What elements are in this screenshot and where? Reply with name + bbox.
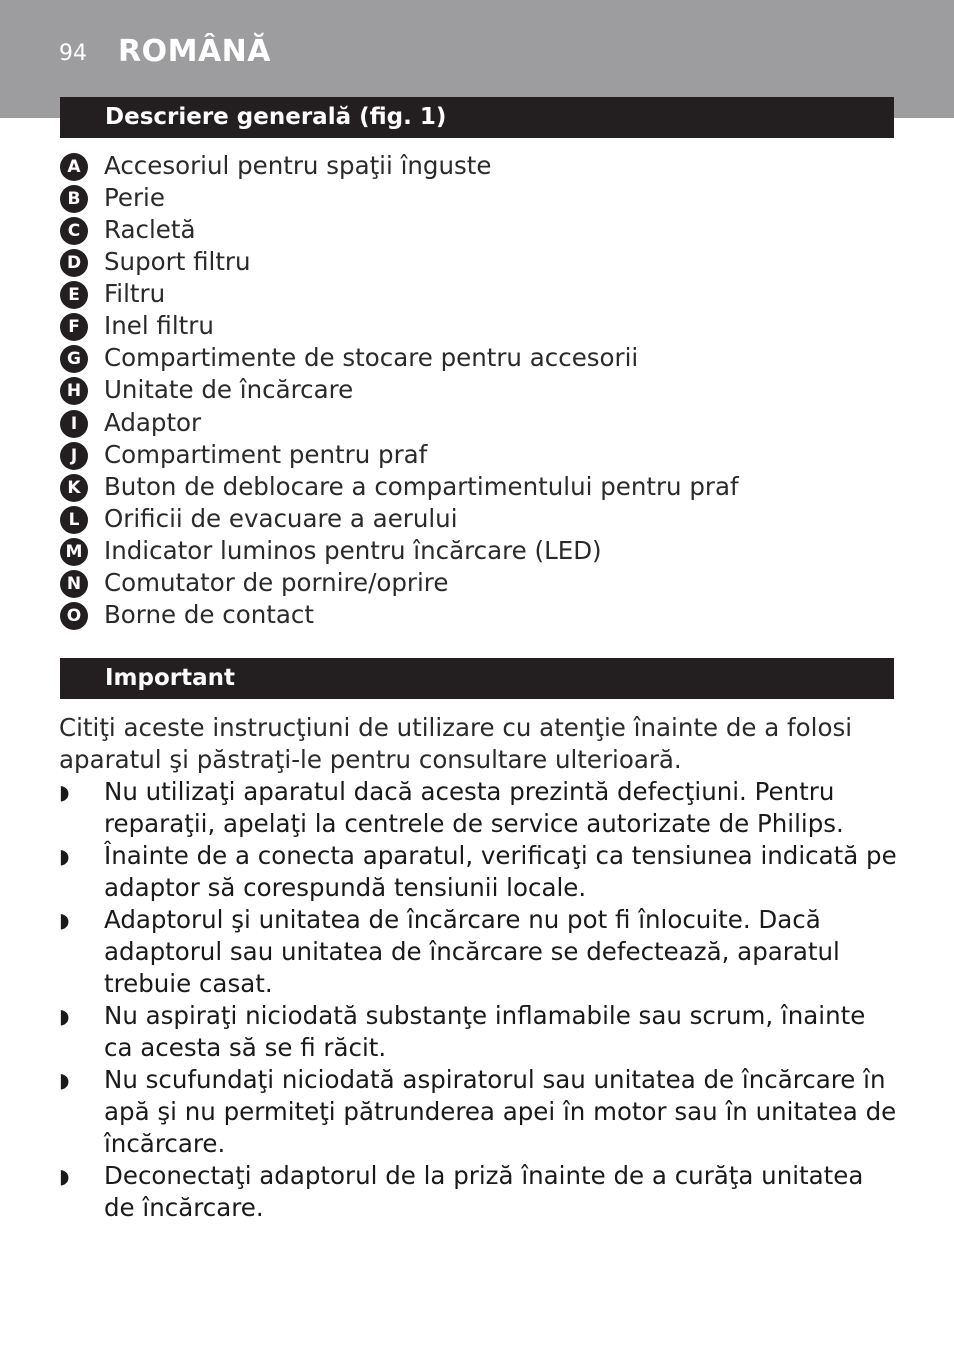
bullet-icon: ◗ bbox=[59, 1004, 70, 1028]
bullet-icon: ◗ bbox=[59, 1164, 70, 1188]
letter-badge: G bbox=[60, 345, 88, 373]
list-item bbox=[59, 904, 899, 1000]
part-label: Borne de contact bbox=[104, 599, 314, 629]
list-item bbox=[60, 471, 894, 503]
list-item bbox=[60, 567, 894, 599]
bullet-icon: ◗ bbox=[59, 780, 70, 804]
letter-badge: E bbox=[60, 281, 88, 309]
list-item bbox=[59, 776, 899, 840]
letter-badge: N bbox=[60, 570, 88, 598]
section-header-important bbox=[60, 658, 894, 699]
list-item bbox=[60, 246, 894, 278]
bullet-text: Nu scufundaţi niciodată aspiratorul sau unitatea de încărcare în apă şi nu permiteţi pătrunderea apei în motor sau în unitatea de încărcare. bbox=[104, 1065, 897, 1158]
list-item bbox=[60, 439, 894, 471]
bullet-text: Adaptorul şi unitatea de încărcare nu pot fi înlocuite. Dacă adaptorul sau unitatea de încărcare se defectează, aparatul trebuie casat. bbox=[104, 905, 840, 998]
list-item bbox=[60, 278, 894, 310]
list-item bbox=[59, 840, 899, 904]
part-label: Racletă bbox=[104, 215, 196, 245]
letter-badge: O bbox=[60, 602, 88, 630]
part-label: Unitate de încărcare bbox=[104, 375, 354, 405]
letter-badge: I bbox=[60, 410, 88, 438]
section-title-important: Important bbox=[105, 665, 236, 691]
intro-paragraph: Citiţi aceste instrucţiuni de utilizare cu atenţie înainte de a folosi aparatul şi păstraţi-le pentru consultare ulterioară. bbox=[59, 713, 853, 774]
page-number: 94 bbox=[59, 41, 87, 66]
list-item bbox=[60, 599, 894, 631]
bullet-text: Nu aspiraţi niciodată substanţe inflamabile sau scrum, înainte ca acesta să se fi răcit. bbox=[104, 1001, 866, 1062]
section-title-description: Descriere generală (fig. 1) bbox=[105, 104, 447, 130]
part-label: Compartimente de stocare pentru accesorii bbox=[104, 343, 639, 373]
bullet-text: Deconectaţi adaptorul de la priză înainte de a curăţa unitatea de încărcare. bbox=[104, 1161, 864, 1222]
list-item bbox=[60, 374, 894, 406]
letter-badge: A bbox=[60, 153, 88, 181]
part-label: Inel filtru bbox=[104, 311, 214, 341]
part-label: Compartiment pentru praf bbox=[104, 439, 428, 469]
list-item bbox=[60, 182, 894, 214]
list-item bbox=[60, 310, 894, 342]
bullet-icon: ◗ bbox=[59, 908, 70, 932]
letter-badge: B bbox=[60, 185, 88, 213]
bullet-text: Înainte de a conecta aparatul, verificaţi ca tensiunea indicată pe adaptor să corespundă tensiunii locale. bbox=[104, 841, 897, 902]
letter-badge: L bbox=[60, 506, 88, 534]
part-label: Comutator de pornire/oprire bbox=[104, 567, 449, 597]
letter-badge: H bbox=[60, 377, 88, 405]
letter-badge: C bbox=[60, 217, 88, 245]
letter-badge: K bbox=[60, 474, 88, 502]
list-item bbox=[60, 342, 894, 374]
part-label: Indicator luminos pentru încărcare (LED) bbox=[104, 535, 602, 565]
part-label: Perie bbox=[104, 183, 165, 213]
list-item bbox=[60, 150, 894, 182]
parts-list bbox=[60, 150, 894, 631]
bullet-text: Nu utilizaţi aparatul dacă acesta prezintă defecţiuni. Pentru reparaţii, apelaţi la centrele de service autorizate de Philips. bbox=[104, 777, 844, 838]
part-label: Buton de deblocare a compartimentului pentru praf bbox=[104, 471, 739, 501]
letter-badge: M bbox=[60, 538, 88, 566]
list-item bbox=[60, 407, 894, 439]
list-item bbox=[60, 535, 894, 567]
part-label: Filtru bbox=[104, 279, 166, 309]
list-item bbox=[59, 1064, 899, 1160]
part-label: Adaptor bbox=[104, 407, 202, 437]
list-item bbox=[60, 214, 894, 246]
bullet-icon: ◗ bbox=[59, 1068, 70, 1092]
letter-badge: J bbox=[60, 442, 88, 470]
language-title: ROMÂNĂ bbox=[118, 34, 271, 69]
part-label: Suport filtru bbox=[104, 247, 251, 277]
part-label: Accesoriul pentru spaţii înguste bbox=[104, 151, 492, 180]
letter-badge: D bbox=[60, 249, 88, 277]
list-item bbox=[59, 1160, 899, 1224]
part-label: Orificii de evacuare a aerului bbox=[104, 503, 458, 533]
section-header-description bbox=[60, 97, 894, 138]
list-item bbox=[60, 503, 894, 535]
bullet-icon: ◗ bbox=[59, 844, 70, 868]
warning-list bbox=[59, 776, 899, 1224]
letter-badge: F bbox=[60, 313, 88, 341]
list-item bbox=[59, 1000, 899, 1064]
